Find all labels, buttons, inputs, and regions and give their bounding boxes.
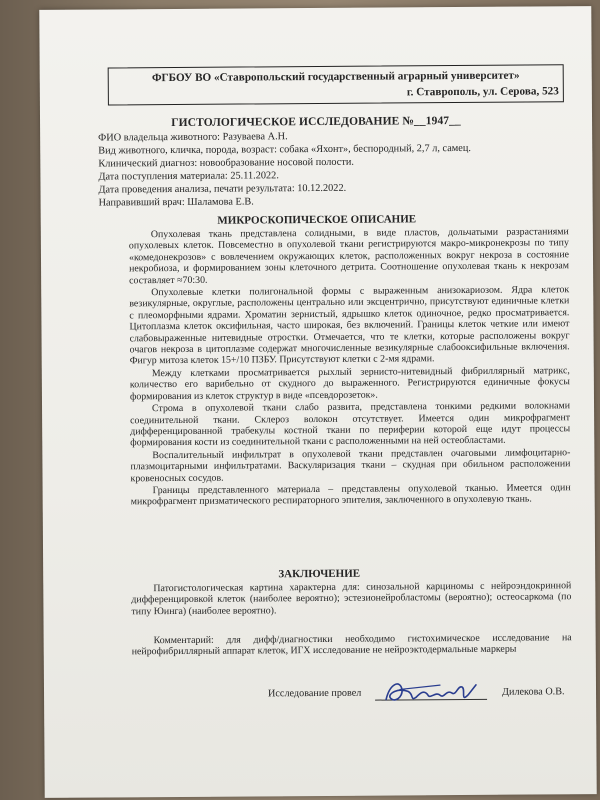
micro-paragraph: Между клетками просматривается рыхлый зернисто-нитевидный фибриллярный матрикс, количество его варибельно от скудного до выраженного. Регистрируются единичные фокусы формирования из клеток структур в виде «псевдорозеток».: [129, 365, 570, 402]
document-title: ГИСТОЛОГИЧЕСКОЕ ИССЛЕДОВАНИЕ №__1947__: [171, 114, 461, 130]
micro-paragraph: Строма в опухолевой ткани слабо развита, представлена тонкими редкими волокнами соединительной ткани. Склероз волокон отсутствует. Имеется один микрофрагмент дифференцированной трабекулы костной ткани по периферии которой еще идут процессы формирования кости из соединительной ткани с расположенными на ней остеобластами.: [130, 400, 571, 449]
micro-paragraph: Опухолевые клетки полигональной формы с выраженным анизокариозом. Ядра клеток везикулярные, округлые, расположены центрально или эксцентрично, присутствуют единичные клетки с плеоморфными ядрами. Хроматин зернистый, ядрышко клеток одиночное, редко просматривается. Цитоплазма клеток оксифильная, часто широкая, без включений. Границы клеток четкие или имеют слабовыраженные нитевидные отростки. Отмечается, что те клетки, которые расположены вокруг очагов некроза в цитоплазме содержат многочисленные везикулярные слабооксифильные включения. Фигур митоза клеток 15+/10 ПЗБУ. Присутствуют клетки с 2-мя ядрами.: [129, 284, 570, 367]
signature-block: [268, 682, 578, 714]
animal-info: Вид животного, кличка, порода, возраст: собака «Яхонт», беспородный, 2,7 л, самец.: [98, 142, 471, 157]
conclusion-heading: ЗАКЛЮЧЕНИЕ: [278, 567, 361, 581]
micro-heading: МИКРОСКОПИЧЕСКОЕ ОПИСАНИЕ: [217, 213, 417, 227]
signature-label: Исследование провел: [267, 687, 362, 700]
analysis-date: Дата проведения анализа, печати результата: 10.12.2022.: [98, 182, 347, 196]
conclusion-paragraph: Патогистологическая картина характерна для: синозальной карциномы с нейроэндокринной дифференцировкой клеток (наиболее вероятно); эстезионейробластомы (вероятно); остеосаркома (по типу Юинга) (наиболее вероятно).: [131, 580, 572, 618]
clinical-diagnosis: Клинический диагноз: новообразование носовой полости.: [98, 156, 354, 170]
org-name: ФГБОУ ВО «Ставропольский государственный аграрный университет»: [151, 69, 520, 85]
referring-doctor: Направивший врач: Шаламова Е.В.: [98, 195, 254, 209]
received-date: Дата поступления материала: 25.11.2022.: [98, 169, 279, 183]
micro-description: [129, 226, 571, 509]
document-page: [39, 6, 596, 798]
header-box: [108, 64, 564, 105]
patient-info: [98, 129, 559, 210]
conclusion-text: [131, 580, 571, 617]
micro-paragraph: Границы представленного материала – представлены опухолевой тканью. Имеется один микрофрагмент призматического респираторного эпителия, заключенного в опухолевую ткань.: [130, 482, 571, 508]
owner-name: ФИО владельца животного: Разуваева А.Н.: [98, 131, 288, 144]
handwritten-signature-icon: [380, 675, 480, 710]
micro-paragraph: Опухолевая ткань представлена солидными, в виде пластов, дольчатыми разрастаниями опухолевых клеток. Повсеместно в опухолевой ткани регистрируются макро-микронекрозы по типу «комедонекрозов» с вовлечением окружающих клеток, расположенных вокруг некроза в состояние некробиоза, и формированием зоны клеточного детрита. Соотношение опухолевая ткань к некрозам составляет ≈70:30.: [128, 226, 570, 286]
comment-paragraph: Комментарий: для дифф/диагностики необходимо гистохимическое исследование на нейрофибриллярный аппарат клеток, ИГХ исследование не нейроэктодермальные маркеры: [131, 632, 572, 658]
micro-paragraph: Воспалительный инфильтрат в опухолевой ткани представлен очаговыми лимфоцитарно-плазмоцитарными инфильтратами. Васкуляризация ткани – скудная при обильном расположении кровеносных сосудов.: [130, 446, 571, 484]
org-address: г. Ставрополь, ул. Серова, 523: [406, 85, 559, 99]
comment-text: [132, 632, 572, 658]
signer-name: Дилекова О.В.: [501, 686, 565, 698]
